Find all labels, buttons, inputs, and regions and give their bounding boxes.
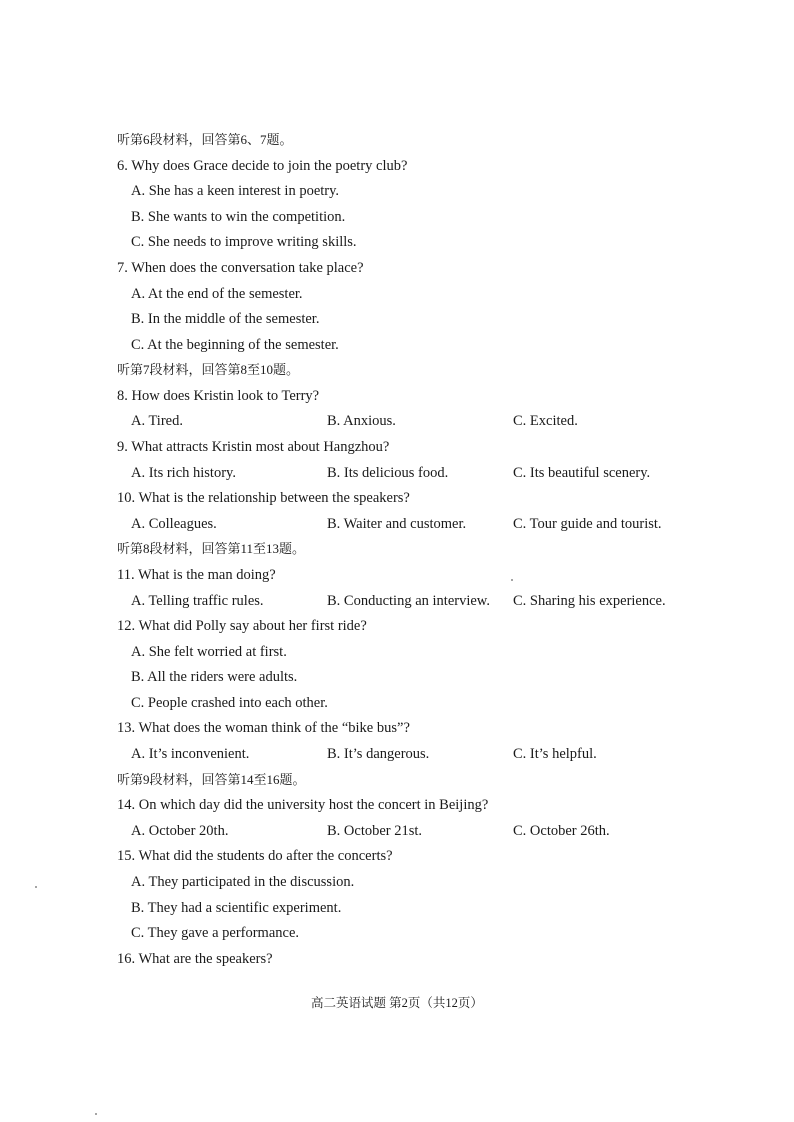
question-7-option-a: A. At the end of the semester. xyxy=(131,286,303,302)
section-heading: 听第7段材料，回答第8至10题。 xyxy=(117,362,300,377)
question-15-option-c: C. They gave a performance. xyxy=(131,925,300,941)
question-8-option-b: B. Anxious. xyxy=(327,413,396,429)
question-13-option-a: A. It’s inconvenient. xyxy=(131,746,250,762)
question-15-option-a: A. They participated in the discussion. xyxy=(131,874,355,890)
scan-speck xyxy=(511,579,513,581)
question-14-stem: 14. On which day did the university host the concert in Beijing? xyxy=(117,797,489,813)
question-13-stem: 13. What does the woman think of the “bike bus”? xyxy=(117,720,410,736)
question-9-option-a: A. Its rich history. xyxy=(131,465,236,481)
question-6-option-a: A. She has a keen interest in poetry. xyxy=(131,183,340,199)
question-10-stem: 10. What is the relationship between the speakers? xyxy=(117,490,410,506)
question-14-option-c: C. October 26th. xyxy=(513,823,610,839)
question-14-option-a: A. October 20th. xyxy=(131,823,229,839)
question-6-option-b: B. She wants to win the competition. xyxy=(131,209,346,225)
section-heading: 听第8段材料，回答第11至13题。 xyxy=(117,541,306,556)
question-13-option-b: B. It’s dangerous. xyxy=(327,746,430,762)
question-6-stem: 6. Why does Grace decide to join the poetry club? xyxy=(117,158,408,174)
question-8-option-c: C. Excited. xyxy=(513,413,578,429)
question-7-option-c: C. At the beginning of the semester. xyxy=(131,337,339,353)
question-6-option-c: C. She needs to improve writing skills. xyxy=(131,234,357,250)
section-heading: 听第9段材料，回答第14至16题。 xyxy=(117,772,306,787)
question-11-stem: 11. What is the man doing? xyxy=(117,567,276,583)
question-11-option-b: B. Conducting an interview. xyxy=(327,593,490,609)
question-12-stem: 12. What did Polly say about her first ride? xyxy=(117,618,367,634)
question-9-option-c: C. Its beautiful scenery. xyxy=(513,465,651,481)
section-heading: 听第6段材料，回答第6、7题。 xyxy=(117,132,293,147)
question-12-option-b: B. All the riders were adults. xyxy=(131,669,298,685)
question-9-stem: 9. What attracts Kristin most about Hangzhou? xyxy=(117,439,390,455)
question-14-option-b: B. October 21st. xyxy=(327,823,423,839)
scan-speck xyxy=(35,886,37,888)
page-footer: 高二英语试题 第2页（共12页） xyxy=(311,996,483,1010)
question-12-option-c: C. People crashed into each other. xyxy=(131,695,328,711)
question-7-option-b: B. In the middle of the semester. xyxy=(131,311,320,327)
question-11-option-c: C. Sharing his experience. xyxy=(513,593,666,609)
question-8-option-a: A. Tired. xyxy=(131,413,183,429)
question-11-option-a: A. Telling traffic rules. xyxy=(131,593,264,609)
question-15-option-b: B. They had a scientific experiment. xyxy=(131,900,342,916)
question-10-option-b: B. Waiter and customer. xyxy=(327,516,467,532)
scan-speck xyxy=(95,1113,97,1115)
question-8-stem: 8. How does Kristin look to Terry? xyxy=(117,388,320,404)
question-10-option-c: C. Tour guide and tourist. xyxy=(513,516,662,532)
question-15-stem: 15. What did the students do after the concerts? xyxy=(117,848,393,864)
question-9-option-b: B. Its delicious food. xyxy=(327,465,449,481)
question-12-option-a: A. She felt worried at first. xyxy=(131,644,287,660)
question-7-stem: 7. When does the conversation take place? xyxy=(117,260,364,276)
question-13-option-c: C. It’s helpful. xyxy=(513,746,597,762)
question-10-option-a: A. Colleagues. xyxy=(131,516,217,532)
question-16-stem: 16. What are the speakers? xyxy=(117,951,273,967)
